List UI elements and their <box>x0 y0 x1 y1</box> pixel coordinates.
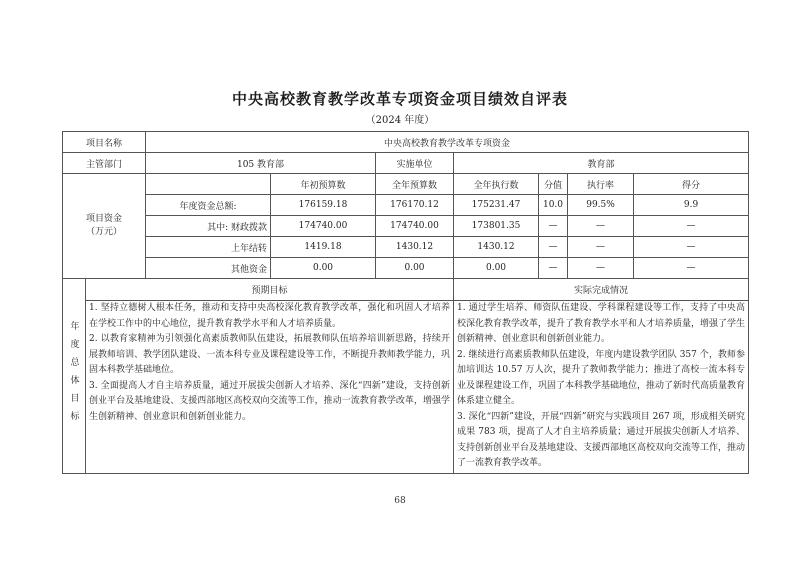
actual-completion-text <box>454 301 749 474</box>
actual-completion-header: 实际完成情况 <box>454 279 749 301</box>
cell-value: — <box>539 216 568 237</box>
cell-value: 1430.12 <box>376 237 454 258</box>
goals-content-row <box>63 301 749 474</box>
row-label-fiscal-allocation: 其中: 财政拨款 <box>146 216 271 237</box>
cell-value: — <box>539 258 568 279</box>
goals-side-label-text: 年度总体目标 <box>68 320 79 429</box>
expected-goals-header: 预期目标 <box>86 279 454 301</box>
actual-completion-item: 3. 深化“四新”建设，开展“四新”研究与实践项目 267 项，形成相关研究成果 783 项，提高了人才自主培养质量；通过开展拔尖创新人才培养、支持创新创业平台及基地建设、支援西部地区高校双向交流等工作，推动了一流教育教学改革。 <box>457 411 746 468</box>
cell-value: 1430.12 <box>454 237 539 258</box>
cell-value: 176170.12 <box>376 195 454 216</box>
cell-value: 0.00 <box>271 258 376 279</box>
funding-row-other <box>63 258 749 279</box>
col-header-score-value: 分值 <box>539 174 568 195</box>
self-evaluation-table <box>62 131 749 474</box>
cell-value: — <box>568 258 634 279</box>
col-header-initial-budget: 年初预算数 <box>271 174 376 195</box>
funding-row-carryover <box>63 237 749 258</box>
competent-dept-value: 105 教育部 <box>146 153 376 174</box>
funding-header-row <box>63 174 749 195</box>
col-header-annual-execution: 全年执行数 <box>454 174 539 195</box>
cell-value: 0.00 <box>376 258 454 279</box>
table-row <box>63 153 749 174</box>
expected-goal-item: 3. 全面提高人才自主培养质量，通过开展拔尖创新人才培养、深化“四新”建设，支持创新创业平台及基地建设、支援西部地区高校双向交流等工作，推动一流教育教学改革，增强学生创新精神、创业意识和创新创业能力。 <box>89 380 451 422</box>
cell-value: — <box>539 237 568 258</box>
page-title: 中央高校教育教学改革专项资金项目绩效自评表 <box>231 90 568 108</box>
funding-side-label-line1: 项目资金 <box>86 214 123 224</box>
expected-goal-item: 1. 坚持立德树人根本任务，推动和支持中央高校深化教育教学改革，强化和巩固人才培养在学校工作中的中心地位，提升教育教学水平和人才培养质量。 <box>89 303 451 329</box>
row-label-total-funds: 年度资金总额: <box>146 195 271 216</box>
col-header-annual-budget: 全年预算数 <box>376 174 454 195</box>
goals-side-label <box>63 279 86 474</box>
funding-corner-cell <box>146 174 271 195</box>
cell-value: 176159.18 <box>271 195 376 216</box>
table-row <box>63 132 749 153</box>
funding-row-fiscal-allocation <box>63 216 749 237</box>
goals-header-row <box>63 279 749 301</box>
funding-side-label-line2: （万元） <box>86 227 123 237</box>
cell-value: 9.9 <box>634 195 749 216</box>
col-header-execution-rate: 执行率 <box>568 174 634 195</box>
cell-value: — <box>634 216 749 237</box>
cell-value: 174740.00 <box>271 216 376 237</box>
project-name-value: 中央高校教育教学改革专项资金 <box>146 132 749 153</box>
cell-value: 174740.00 <box>376 216 454 237</box>
row-label-other-funds: 其他资金 <box>146 258 271 279</box>
actual-completion-item: 1. 通过学生培养、师资队伍建设、学科课程建设等工作，支持了中央高校深化教育教学改革，提升了教育教学水平和人才培养质量，增强了学生创新精神、创业意识和创新创业能力。 <box>457 303 746 344</box>
funding-row-total <box>63 195 749 216</box>
cell-value: 0.00 <box>454 258 539 279</box>
actual-completion-item: 2. 继续进行高素质教师队伍建设，年度内建设教学团队 357 个，教师参加培训达 10.57 万人次，提升了教师教学能力；推进了高校一流本科专业及课程建设工作，巩固了本科教学基础地位，推动了新时代高质量教育体系建立健全。 <box>457 349 746 406</box>
col-header-score: 得分 <box>634 174 749 195</box>
cell-value: 175231.47 <box>454 195 539 216</box>
competent-dept-label: 主管部门 <box>63 153 146 174</box>
expected-goals-text <box>86 301 454 474</box>
cell-value: — <box>634 237 749 258</box>
cell-value: 1419.18 <box>271 237 376 258</box>
cell-value: — <box>568 237 634 258</box>
page-subtitle: （2024 年度） <box>365 115 435 126</box>
row-label-carryover: 上年结转 <box>146 237 271 258</box>
page-number: 68 <box>394 496 406 506</box>
expected-goal-item: 2. 以教育家精神为引领强化高素质教师队伍建设，拓展教师队伍培养培训新思路，持续开展教师培训、教学团队建设、一流本科专业及课程建设等工作，不断提升教师教学能力，巩固本科教学基础地位。 <box>89 334 451 375</box>
cell-value: — <box>634 258 749 279</box>
cell-value: 10.0 <box>539 195 568 216</box>
cell-value: — <box>568 216 634 237</box>
cell-value: 99.5% <box>568 195 634 216</box>
implementing-unit-label: 实施单位 <box>376 153 454 174</box>
implementing-unit-value: 教育部 <box>454 153 749 174</box>
funding-side-label <box>63 174 146 279</box>
cell-value: 173801.35 <box>454 216 539 237</box>
project-name-label: 项目名称 <box>63 132 146 153</box>
